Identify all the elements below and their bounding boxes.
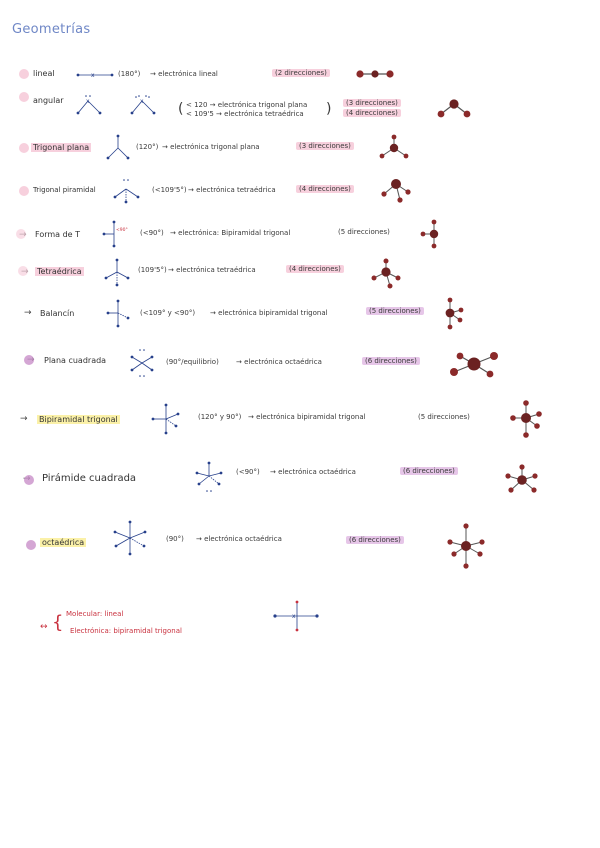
lewis-diagram-tetraedrica (104, 258, 134, 288)
dirs-tetraedrica: (4 direcciones) (286, 265, 344, 273)
model-octaedrica (444, 520, 488, 572)
electronic-lineal: → electrónica lineal (150, 70, 218, 78)
model-angular (434, 96, 474, 120)
model-tetraedrica (368, 258, 408, 292)
page-title: Geometrías (12, 22, 91, 37)
lewis-diagram-balancin (106, 298, 136, 330)
angle-piramide-cuadrada: (<90°) (236, 468, 260, 476)
bullet-purple (26, 540, 36, 550)
electronic-trigonal-plana: → electrónica trigonal plana (162, 143, 260, 151)
angle-trigonal-plana: (120°) (136, 143, 159, 151)
note-electronic: Electrónica: bipiramidal trigonal (70, 627, 182, 635)
electronic-octaedrica: → electrónica octaédrica (196, 535, 282, 543)
geometry-name-bipiramidal-trigonal: Bipiramidal trigonal (39, 415, 118, 424)
dirs-piramide-cuadrada: (6 direcciones) (400, 467, 458, 475)
model-trigonal-piramidal (378, 176, 418, 204)
model-bipiramidal-trigonal (508, 398, 544, 442)
angular-electronic-2: < 109'5 → electrónica tetraédrica (186, 110, 304, 118)
geometry-name-plana-cuadrada: Plana cuadrada (44, 356, 107, 365)
electronic-bipiramidal-trigonal: → electrónica bipiramidal trigonal (248, 413, 366, 421)
svg-text:x: x (91, 72, 95, 79)
angle-trigonal-piramidal: (<109'5°) (152, 186, 187, 194)
electronic-tetraedrica: → electrónica tetraédrica (168, 266, 256, 274)
angle-tetraedrica: (109'5°) (138, 266, 167, 274)
lewis-diagram-piramide-cuadrada (194, 460, 226, 494)
geometry-name-trigonal-plana: Trigonal plana (33, 143, 90, 152)
model-balancin (436, 296, 466, 332)
dirs-bipiramidal-trigonal: (5 direcciones) (418, 413, 470, 421)
lewis-diagram-note (272, 598, 322, 634)
geometry-name-lineal: lineal (33, 69, 55, 78)
geometry-name-octaedrica: octaédrica (42, 538, 85, 547)
lewis-diagram-plana-cuadrada (128, 348, 158, 378)
brace-right: ) (326, 101, 332, 117)
angle-lineal: (180°) (118, 70, 141, 78)
model-trigonal-plana (376, 134, 412, 164)
angle-forma-de-t: (<90°) (140, 229, 164, 237)
dirs-trigonal-piramidal: (4 direcciones) (296, 185, 354, 193)
lewis-diagram-forma-de-t (102, 219, 132, 249)
angular-electronic-1: < 120 → electrónica trigonal plana (186, 101, 308, 109)
angle-octaedrica: (90°) (166, 535, 184, 543)
arrow-bullet: → (24, 308, 32, 318)
electronic-piramide-cuadrada: → electrónica octaédrica (270, 468, 356, 476)
dirs-trigonal-plana: (3 direcciones) (296, 142, 354, 150)
bullet-purple (24, 355, 34, 365)
geometry-name-trigonal-piramidal: Trigonal piramidal (33, 186, 96, 194)
svg-text:x: x (86, 98, 90, 105)
electronic-balancin: → electrónica bipiramidal trigonal (210, 309, 328, 317)
bullet-pink (19, 92, 29, 102)
electronic-plana-cuadrada: → electrónica octaédrica (236, 358, 322, 366)
geometry-name-angular: angular (33, 96, 64, 105)
dirs-lineal: (2 direcciones) (272, 69, 330, 77)
geometry-name-forma-de-t: Forma de T (35, 230, 81, 239)
lewis-diagram-octaedrica (110, 518, 150, 558)
dirs-octaedrica: (6 direcciones) (346, 536, 404, 544)
bullet-pink (19, 69, 29, 79)
svg-text:x: x (140, 98, 144, 105)
geometry-name-tetraedrica: Tetraédrica (37, 267, 82, 276)
model-forma-de-t (418, 218, 448, 250)
arrow-bullet: → (20, 414, 28, 424)
bullet-pink (18, 266, 28, 276)
dirs-angular-2: (4 direcciones) (343, 109, 401, 117)
lewis-diagram-trigonal-piramidal (112, 177, 142, 205)
electronic-forma-de-t: → electrónica: Bipiramidal trigonal (170, 229, 291, 237)
angle-plana-cuadrada: (90°/equilibrio) (166, 358, 219, 366)
lewis-diagram-trigonal-plana (104, 133, 134, 163)
bullet-purple (24, 475, 34, 485)
dirs-angular-1: (3 direcciones) (343, 99, 401, 107)
geometry-name-balancin: Balancín (40, 309, 75, 318)
lewis-diagram-angular-2 (130, 95, 160, 117)
dirs-forma-de-t: (5 direcciones) (338, 228, 390, 236)
lewis-diagram-angular-1 (76, 95, 106, 117)
dirs-balancin: (5 direcciones) (366, 307, 424, 315)
note-brace: { (52, 612, 64, 633)
model-plana-cuadrada (446, 350, 506, 380)
model-piramide-cuadrada (502, 462, 542, 498)
note-molecular: Molecular: lineal (66, 610, 124, 618)
lewis-diagram-lineal (76, 70, 116, 80)
svg-text:x: x (292, 613, 296, 620)
dirs-plana-cuadrada: (6 direcciones) (362, 357, 420, 365)
model-lineal (356, 68, 396, 80)
brace-left: ( (178, 101, 184, 117)
svg-text:<90°: <90° (116, 228, 128, 233)
bullet-pink (19, 143, 29, 153)
angle-bipiramidal-trigonal: (120° y 90°) (198, 413, 242, 421)
lewis-diagram-bipiramidal-trigonal (150, 402, 182, 438)
angle-balancin: (<109° y <90°) (140, 309, 196, 317)
geometry-name-piramide-cuadrada: Pirámide cuadrada (42, 473, 137, 484)
note-arrow: ↔ (40, 622, 48, 632)
bullet-pink (16, 229, 26, 239)
bullet-pink (19, 186, 29, 196)
electronic-trigonal-piramidal: → electrónica tetraédrica (188, 186, 276, 194)
